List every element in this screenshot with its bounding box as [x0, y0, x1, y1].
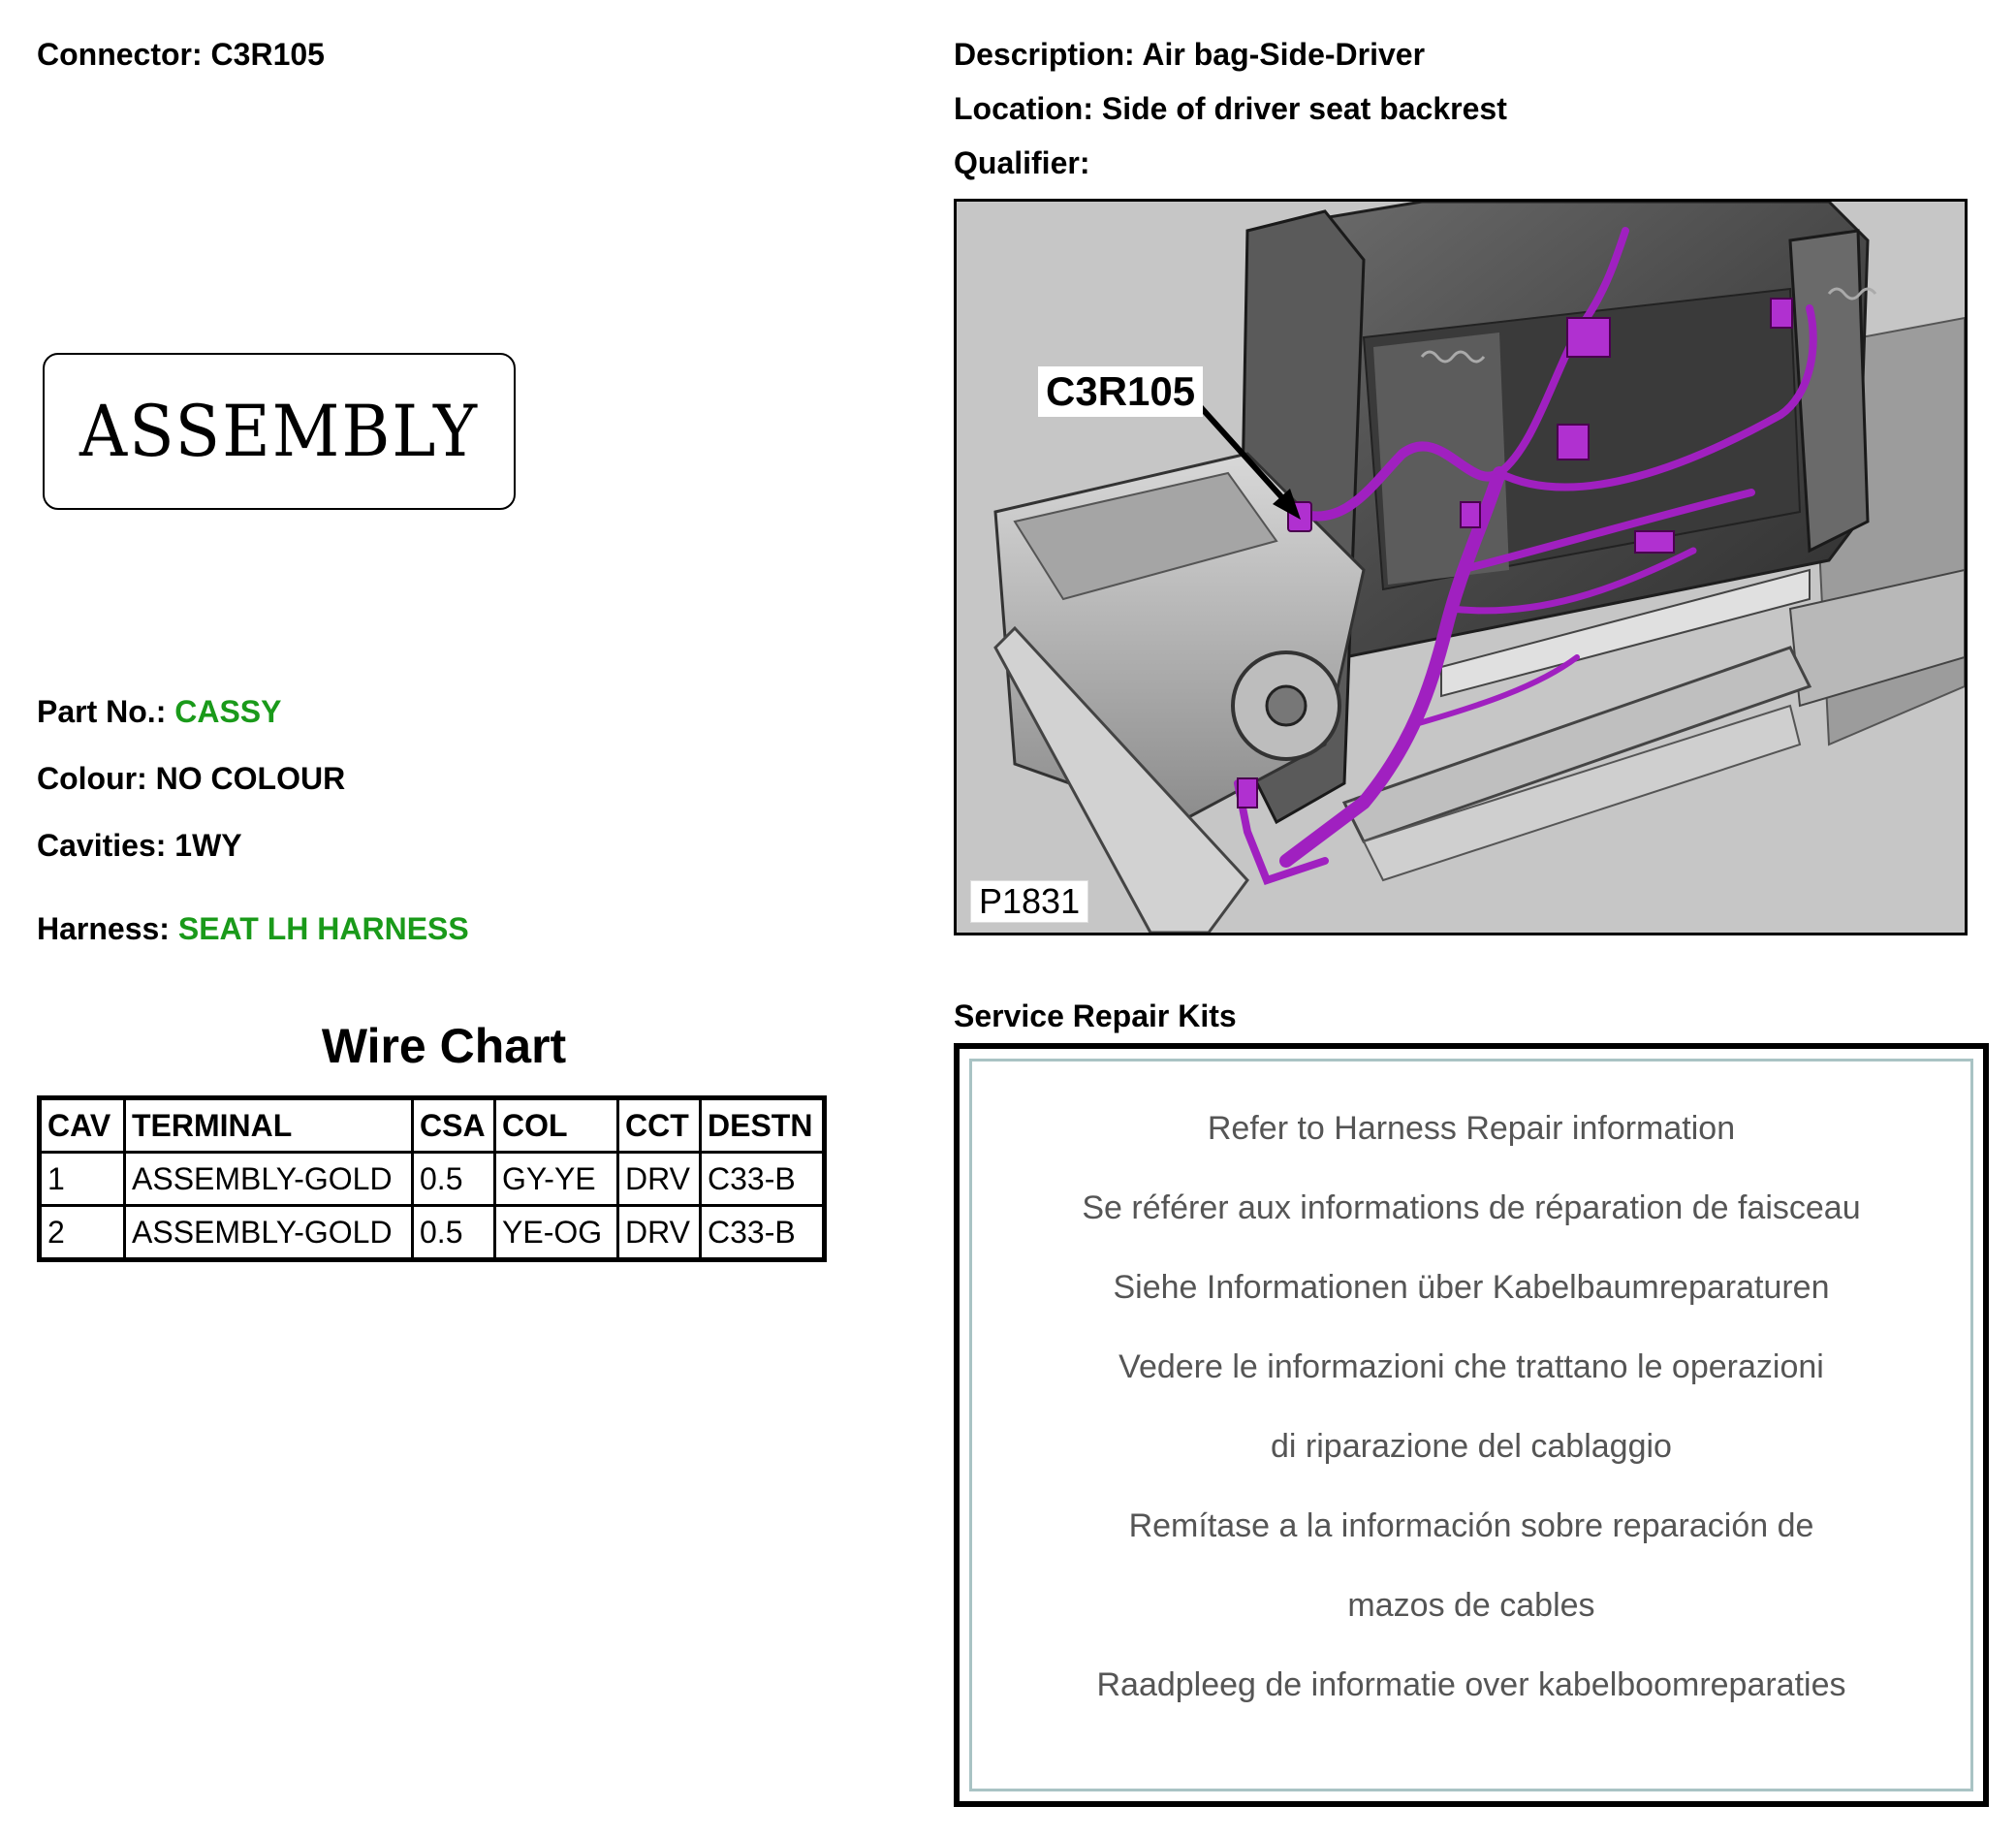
- service-repair-kits-box: [954, 1043, 1989, 1807]
- colour-field: [37, 761, 345, 797]
- part-no-label: Part No.:: [37, 694, 167, 729]
- repair-info-line: Siehe Informationen über Kabelbaumreparaturen: [1113, 1269, 1830, 1306]
- cell-col: YE-OG: [495, 1206, 618, 1260]
- wire-chart-table: [37, 1095, 827, 1262]
- qualifier-field: [954, 145, 1089, 181]
- table-row: [40, 1206, 825, 1260]
- repair-info-line: Se référer aux informations de réparation de faisceau: [1082, 1189, 1861, 1226]
- repair-info-line: Vedere le informazioni che trattano le operazioni: [1118, 1348, 1824, 1385]
- description-label: Description:: [954, 37, 1135, 72]
- header-col: COL: [495, 1098, 618, 1153]
- callout-label: C3R105: [1038, 366, 1203, 417]
- figure-id-label: P1831: [970, 880, 1088, 923]
- colour-label: Colour:: [37, 761, 147, 796]
- repair-info-line: Remítase a la información sobre reparación de: [1128, 1507, 1814, 1544]
- cell-destn: C33-B: [701, 1206, 825, 1260]
- cell-cct: DRV: [618, 1153, 701, 1206]
- cell-cav: 1: [40, 1153, 125, 1206]
- repair-info-line: Raadpleeg de informatie over kabelboomreparaties: [1096, 1666, 1846, 1703]
- cell-terminal: ASSEMBLY-GOLD: [125, 1206, 413, 1260]
- repair-info-line: mazos de cables: [1347, 1587, 1595, 1624]
- colour-value: NO COLOUR: [155, 761, 346, 796]
- header-csa: CSA: [413, 1098, 495, 1153]
- cavities-field: [37, 828, 242, 864]
- service-repair-kits-title: Service Repair Kits: [954, 998, 1237, 1033]
- header-cct: CCT: [618, 1098, 701, 1153]
- cavities-value: 1WY: [174, 828, 242, 863]
- cell-destn: C33-B: [701, 1153, 825, 1206]
- description-field: [954, 37, 1425, 73]
- repair-info-line: Refer to Harness Repair information: [1207, 1110, 1736, 1147]
- table-header-row: [40, 1098, 825, 1153]
- header-cav: CAV: [40, 1098, 125, 1153]
- harness-field: [37, 911, 469, 947]
- connector-location-image: [954, 199, 1968, 935]
- assembly-box: [43, 353, 516, 510]
- service-repair-kits-inner: [969, 1059, 1973, 1791]
- cell-cav: 2: [40, 1206, 125, 1260]
- connector-field: [37, 37, 325, 73]
- assembly-text: ASSEMBLY: [79, 390, 479, 473]
- cell-csa: 0.5: [413, 1206, 495, 1260]
- cell-terminal: ASSEMBLY-GOLD: [125, 1153, 413, 1206]
- description-value: Air bag-Side-Driver: [1142, 37, 1426, 72]
- harness-value[interactable]: SEAT LH HARNESS: [177, 911, 469, 946]
- header-terminal: TERMINAL: [125, 1098, 413, 1153]
- seat-frame-illustration: [957, 202, 1965, 933]
- harness-label: Harness:: [37, 911, 170, 946]
- part-no-value[interactable]: CASSY: [174, 694, 282, 729]
- table-row: [40, 1153, 825, 1206]
- connector-value: C3R105: [210, 37, 325, 72]
- cavities-label: Cavities:: [37, 828, 167, 863]
- part-no-field: [37, 694, 281, 730]
- cell-col: GY-YE: [495, 1153, 618, 1206]
- connector-label: Connector:: [37, 37, 203, 72]
- location-field: [954, 91, 1507, 127]
- wire-chart-title: Wire Chart: [321, 1019, 567, 1073]
- location-value: Side of driver seat backrest: [1101, 91, 1507, 126]
- cell-cct: DRV: [618, 1206, 701, 1260]
- cell-csa: 0.5: [413, 1153, 495, 1206]
- qualifier-label: Qualifier:: [954, 145, 1090, 180]
- location-label: Location:: [954, 91, 1093, 126]
- repair-info-line: di riparazione del cablaggio: [1271, 1428, 1672, 1465]
- header-destn: DESTN: [701, 1098, 825, 1153]
